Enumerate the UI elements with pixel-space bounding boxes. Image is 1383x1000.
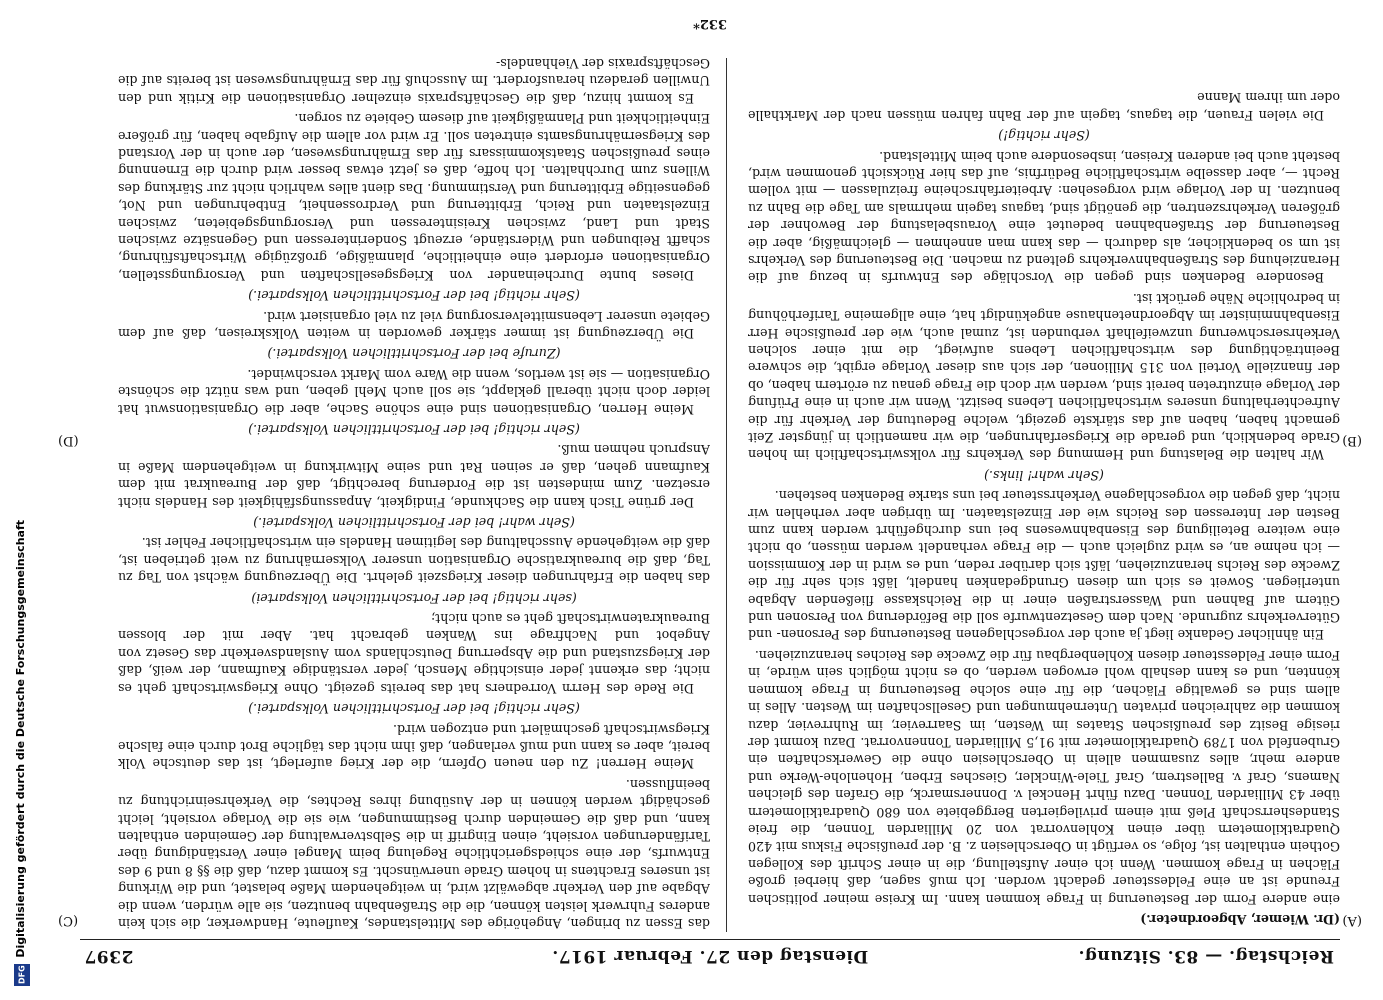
header-page-number: 2397 xyxy=(84,946,134,966)
header-rule xyxy=(80,939,1340,940)
paragraph: Es kommt hinzu, daß die Geschäftspraxis einzelner Organisationen die Kritik und den Unwillen geradezu herausfordert. Im Ausschuß für das Ernährungswesen ist bereits auf die Geschäftspraxis der Viehhandels- xyxy=(118,55,710,106)
left-column xyxy=(748,38,1340,932)
footer-page-number: 332* xyxy=(693,16,727,31)
dfg-logo: DFG xyxy=(14,964,30,986)
scanned-page xyxy=(58,16,1362,968)
paragraph: Die vielen Frauen, die tagaus, tagein auf der Bahn fahren müssen nach der Markthalle oder um ihrem Manne xyxy=(748,90,1340,123)
paragraph: Meine Herren! Zu den neuen Opfern, die der Krieg auferlegt, ist das deutsche Volk bereit, aber es kann und muß verlangen, daß ihm nicht das tägliche Brot durch eine falsche Kriegswirtschaft geschmälert und entzogen wird. xyxy=(118,721,710,772)
paragraph: das haben die Erfahrungen dieser Kriegszeit gelehrt. Die Überzeugung wächst von Tag zu Tag, daß die bureaukratische Organisation unserer Volksernährung zu weit getrieben ist, daß die weitgehende Ausschaltung des legitimen Handels ein wirtschaftlicher Fehler ist. xyxy=(118,535,710,586)
paragraph: Dieses bunte Durcheinander von Kriegsgesellschaften und Versorgungsstellen, Organisationen erfordert eine einheitliche, planmäßige, großzügige Wirtschaftsführung, schafft Reibungen und Widerstände, erzeugt Sonderinteressen und Gegensätze zwischen Stadt und Land, zwischen Kreisinteressen und Versorgungsgebieten, zwischen Einzelstaaten und Reich, Erbitterung und Verdrossenheit, Entbehrungen und Not, gegenseitige Erbitterung und Verstimmung. Das dient alles wahrlich nicht zur Stärkung des Willens zum Durchhalten. Ich hoffe, daß es jetzt etwas besser wird durch die Ernennung eines preußischen Staatskommissars für das Ernährungswesen, der auch in der Vorstand des Kriegsernährungsamts eintreten soll. Er wird vor allem die Aufgabe haben, für größere Einheitlichkeit und Planmäßigkeit auf diesem Gebiete zu sorgen. xyxy=(118,111,710,283)
paragraph: Die Überzeugung ist immer stärker geworden in weiten Volkskreisen, daß auf dem Gebiete unserer Lebensmittelversorgung viel zu viel organisiert wird. xyxy=(118,308,710,341)
margin-marker-c: (C) xyxy=(58,913,79,928)
paragraph: Ein ähnlicher Gedanke liegt ja auch der vorgeschlagenen Besteuerung des Personen- und Güterverkehrs zugrunde. Nach dem Gesetzentwurfe soll die Beförderung von Personen und Gütern auf Bahnen und Wasserstraßen einer in die Reichskasse fließenden Abgabe unterliegen. Soweit es sich um diesen Grundgedanken handelt, läßt sich sehr für die Zwecke des Reichs heranzuziehen, läßt sich darüber reden, und es wird in der Kommission — ich nehme an, es wird zugleich auch — die Frage verhandelt werden müssen, ob nicht eine weitere Beteiligung des Eisenbahnwesens bei uns durchgeführt werden kann zum Besten der Interessen des Reichs wie der Einzelstaaten. Im übrigen aber verhehlen wir nicht, daß gegen die vorgeschlagene Verkehrssteuer bei uns starke Bedenken bestehen. xyxy=(748,488,1340,643)
speaker-label: (Dr. Wiemer, Abgeordneter.) xyxy=(1140,912,1340,927)
paragraph: das Essen zu bringen, Angehörige des Mittelstandes, Kaufleute, Handwerker, die sich kein anderes Fuhrwerk leisten können, die die Straßenbahn benutzen, sie alle würden, wenn die Abgabe auf den Verkehr abgewälzt wird, in weitgehendem Maße belastet, und die Wirkung ist unseres Erachtens in hohem Grade unerwünscht. Es kommt dazu, daß die §§ 8 und 9 des Entwurfs, der eine schiedsgerichtliche Regelung beim Mangel einer Verständigung über Tarifänderungen vorsieht, einen Eingriff in die Selbstverwaltung der Gemeinden enthalten kann, und daß die Gemeinden durch Bestimmungen, wie sie die Vorlage vorsieht, leicht geschädigt werden können in der Ausübung ihres Rechtes, die Verkehrseinrichtung zu beeinflussen. xyxy=(118,776,710,931)
digitization-sidebar xyxy=(14,26,30,986)
margin-marker-b: (B) xyxy=(1342,433,1362,448)
interjection: (Sehr wahr! bei der Fortschrittlichen Volkspartei.) xyxy=(253,515,575,531)
margin-marker-d: (D) xyxy=(58,433,79,448)
funding-note: Digitalisierung gefördert durch die Deutsche Forschungsgemeinschaft xyxy=(14,520,27,958)
interjection: (Zurufe bei der Fortschrittlichen Volkspartei.) xyxy=(267,346,561,362)
paragraph: eine andere Form der Besteuerung in Frage kommen kann. Im Kreise meiner politischen Freunde ist an eine Feldessteuer gedacht worden. Ich muß sagen, daß hierbei große Flächen in Frage kommen. Wenn ich einer Aufstellung, die in einer Schrift des Kollegen Gothein enthalten ist, folge, so verfügt in Oberschlesien z. B. der preußische Fiskus mit 420 Quadratkilometern über einen Kohlenvorrat von 20 Milliarden Tonnen, die freie Standesherrschaft Pleß mit einem privilegierten Berggebiete von 680 Quadratkilometern über 43 Milliarden Tonnen. Dazu führt Henckel v. Donnersmarck, die Grafen des gleichen Namens, Graf v. Ballestrem, Graf Tiele-Winckler, Giesches Erben, Hohenlohe-Werke und andere mehr, alles zusammen allein in Oberschlesien ohne die Gewerkschaften ein Grubenfeld von 1789 Quadratkilometer mit 91,5 Milliarden Tonnenvorrat. Dazu kommt der riesige Besitz des preußischen Staates im Westen, im Saarrevier, im Ruhrrevier, dazu kommen die zahlreichen privaten Unternehmungen und Gesellschaften im Westen. Alles in allem sind es gewaltige Flächen, die für eine solche Besteuerung in Frage kommen könnten, und es kann deshalb wohl erwogen werden, ob es nicht möglich sein würde, in Form einer Feldessteuer diesen Kohlenbergbau für die Zwecke des Reiches heranzuziehen. xyxy=(748,647,1340,907)
paragraph: Der grüne Tisch kann die Sachkunde, Findigkeit, Anpassungsfähigkeit des Handels nicht ersetzen. Zum mindesten ist die Forderung berechtigt, daß der Bureaukrat mit dem Kaufmann gehen, daß er seinen Rat und seine Mitwirkung in weitgehendem Maße in Anspruch nehmen muß. xyxy=(118,442,710,510)
paragraph: Besondere Bedenken sind gegen die Vorschläge des Entwurfs in bezug auf die Heranziehung des Straßenbahnverkehrs geltend zu machen. Die Besteuerung des Verkehrs ist um so bedenklicher, als dadurch — das kann man annehmen — gleichmäßig, aber die Besteuerung der Straßenbahnen bedeutet eine Vorausbelastung der Bewohner der größeren Verkehrszentren, die genötigt sind, tagaus tagein mehrmals am Tage die Bahn zu benutzen. In der Vorlage wird vorgesehen: Arbeiterfahrscheine freizulassen — mit vollem Recht —, aber dasselbe wirtschaftliche Bedürfnis, auf das hier Rücksicht genommen wird, besteht auch bei anderen Kreisen, insbesondere auch beim Mittelstand. xyxy=(748,148,1340,286)
interjection: (Sehr richtig! bei der Fortschrittlichen Volkspartei.) xyxy=(248,288,580,304)
interjection: (Sehr richtig! bei der Fortschrittlichen Volkspartei.) xyxy=(248,701,580,717)
right-column xyxy=(118,38,710,932)
margin-marker-a: (A) xyxy=(1342,913,1362,928)
paragraph: Die Rede des Herrn Vorredners hat das bereits gezeigt. Ohne Kriegswirtschaft geht es nicht; das erkennt jeder einsichtige Mensch, jeder verständige Kaufmann, der weiß, daß der Kriegszustand und die Absperrung Deutschlands vom Auslandsverkehr das Gesetz von Angebot und Nachfrage ins Wanken gebracht hat. Aber mit der blossen Bureaukratenwirtschaft geht es auch nicht; xyxy=(118,611,710,696)
interjection: (Sehr wahr! links.) xyxy=(984,467,1104,483)
interjection: (Sehr richtig! bei der Fortschrittlichen Volkspartei.) xyxy=(248,422,580,438)
column-divider xyxy=(726,58,727,932)
header-date: Dienstag den 27. Februar 1917. xyxy=(551,946,869,966)
interjection: (sehr richtig! bei der Fortschrittlichen Volkspartei) xyxy=(251,590,577,606)
page-header xyxy=(80,942,1340,968)
interjection: (Sehr richtig!) xyxy=(998,128,1090,144)
paragraph: Meine Herren, Organisationen sind eine schöne Sache, aber die Organisationswut hat leider doch nicht überall geklappt, sie soll auch Mehl geben, und was nützt die schönste Organisation — sie ist wertlos, wenn die Ware vom Markt verschwindet. xyxy=(118,366,710,417)
header-session: Reichstag. — 83. Sitzung. xyxy=(1078,946,1334,966)
paragraph: Wir halten die Belastung und Hemmung des Verkehrs für volkswirtschaftlich im hohen Grade bedenklich, und gerade die Kriegserfahrungen, die wir namentlich in jüngster Zeit gemacht haben, haben auf das stärkste gezeigt, welche Bedeutung der Verkehr für die Aufrechterhaltung unseres wirtschaftlichen Lebens besitzt. Wenn wir auch in eine Prüfung der Vorlage einzutreten bereit sind, werden wir doch die Frage genau zu erörtern haben, ob der finanzielle Vorteil von 315 Millionen, der sich aus dieser Vorlage ergibt, die schwere Beeinträchtigung des wirtschaftlichen Lebens aufwiegt, die mit einer solchen Verkehrserschwerung unzweifelhaft verbunden ist, zumal auch, wie der preußische Herr Eisenbahnminister im Abgeordnetenhause angekündigt hat, eine allgemeine Tariferhöhung in bedrohliche Nähe gerückt ist. xyxy=(748,290,1340,463)
